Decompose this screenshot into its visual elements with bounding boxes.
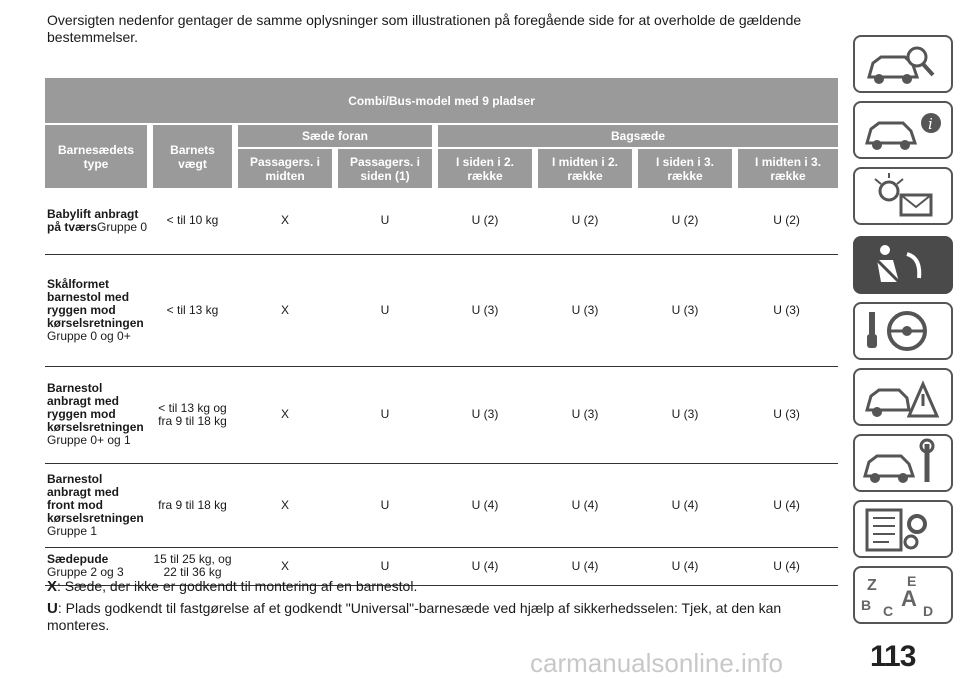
svg-text:E: E: [907, 573, 917, 589]
tab-car-search[interactable]: [853, 35, 953, 93]
seat-group: Gruppe 1: [47, 523, 98, 538]
svg-text:C: C: [883, 603, 894, 619]
tab-technical-data[interactable]: [853, 500, 953, 558]
row-label: [45, 366, 150, 463]
row-label: [45, 188, 150, 254]
header-sub: I midten i 3. række: [735, 148, 838, 188]
warning-light-message-icon: [855, 169, 951, 223]
row-label: [45, 463, 150, 547]
row-label: [45, 254, 150, 366]
table-cell: X: [235, 366, 335, 463]
table-cell: U (3): [635, 254, 735, 366]
table-cell: U (3): [535, 366, 635, 463]
child-seat-table: [45, 78, 838, 586]
table-cell: X: [235, 188, 335, 254]
seatbelt-airbag-icon: [855, 238, 951, 292]
tab-starting-driving[interactable]: [853, 302, 953, 360]
table-cell: U (3): [635, 366, 735, 463]
svg-text:B: B: [861, 597, 872, 613]
car-info-icon: [855, 103, 951, 157]
table-row: [45, 254, 838, 366]
header-sub: Passagers. i siden (1): [335, 148, 435, 188]
header-front-seat: Sæde foran: [235, 124, 435, 148]
header-seat-type: Barnesædets type: [45, 124, 150, 188]
weight-cell: fra 9 til 18 kg: [150, 463, 235, 547]
seat-group: Gruppe 0 og 0+: [47, 328, 131, 343]
seat-type-name: Barnestol anbragt med ryggen mod kørselsretningen: [47, 381, 144, 434]
table-cell: U (4): [635, 547, 735, 585]
alphabetical-index-icon: [855, 568, 951, 622]
car-warning-triangle-icon: [855, 370, 951, 424]
legend-text: : Sæde, der ikke er godkendt til montering af en barnestol.: [57, 578, 418, 594]
legend-text: : Plads godkendt til fastgørelse af et godkendt "Universal"-barnesæde ved hjælp af sikkerhedsselen: Tjek, at den kan monteres.: [47, 600, 782, 633]
table-cell: U (2): [635, 188, 735, 254]
legend-key: X: [47, 578, 58, 595]
table-cell: U (4): [635, 463, 735, 547]
table-cell: U: [335, 188, 435, 254]
weight-cell: < til 13 kg og fra 9 til 18 kg: [150, 366, 235, 463]
seat-type-name: Barnestol anbragt med front mod kørselsretningen: [47, 471, 144, 525]
table-cell: U (2): [735, 188, 838, 254]
legend-key: U: [47, 600, 58, 617]
table-cell: U: [335, 547, 435, 585]
seat-type-name: Skålformet barnestol med ryggen mod kørselsretningen: [47, 276, 144, 330]
table-cell: U (4): [535, 463, 635, 547]
table-cell: U: [335, 254, 435, 366]
svg-text:A: A: [901, 586, 917, 611]
table-cell: U (4): [535, 547, 635, 585]
table-cell: U (2): [435, 188, 535, 254]
table-cell: U (3): [535, 254, 635, 366]
weight-cell: 15 til 25 kg, og 22 til 36 kg: [150, 547, 235, 585]
car-search-icon: [855, 37, 951, 91]
tab-maintenance[interactable]: [853, 434, 953, 492]
weight-cell: < til 10 kg: [150, 188, 235, 254]
svg-text:Z: Z: [867, 577, 877, 594]
header-sub: I siden i 2. række: [435, 148, 535, 188]
table-row: [45, 366, 838, 463]
table-cell: U (3): [735, 254, 838, 366]
table-cell: U (4): [435, 463, 535, 547]
legend-u: [47, 600, 827, 634]
page-number: 113: [870, 640, 916, 673]
watermark: carmanualsonline.info: [530, 648, 783, 678]
car-wrench-icon: [855, 436, 951, 490]
table-cell: U (3): [435, 366, 535, 463]
header-child-weight: Barnets vægt: [150, 124, 235, 188]
weight-cell: < til 13 kg: [150, 254, 235, 366]
table-cell: U (2): [535, 188, 635, 254]
tab-emergency[interactable]: [853, 368, 953, 426]
header-sub: Passagers. i midten: [235, 148, 335, 188]
table-cell: U (3): [735, 366, 838, 463]
table-cell: U (4): [735, 463, 838, 547]
table-cell: U (4): [735, 547, 838, 585]
seat-group: Gruppe 0: [97, 219, 148, 234]
tab-car-info[interactable]: [853, 101, 953, 159]
legend-x: [47, 578, 827, 595]
seat-group: Gruppe 0+ og 1: [47, 433, 131, 447]
header-sub: I siden i 3. række: [635, 148, 735, 188]
table-cell: U (3): [435, 254, 535, 366]
table-row: [45, 463, 838, 547]
table-title: Combi/Bus-model med 9 pladser: [45, 78, 838, 124]
seat-type-name: Sædepude: [47, 552, 109, 566]
table-cell: X: [235, 254, 335, 366]
table-cell: X: [235, 463, 335, 547]
svg-text:D: D: [923, 603, 934, 619]
table-row: [45, 188, 838, 254]
table-cell: U: [335, 366, 435, 463]
header-rear-seat: Bagsæde: [435, 124, 838, 148]
table-cell: X: [235, 547, 335, 585]
seat-group: Gruppe 2 og 3: [47, 565, 124, 579]
table-cell: U: [335, 463, 435, 547]
tab-safety[interactable]: [853, 236, 953, 294]
intro-paragraph: Oversigten nedenfor gentager de samme oplysninger som illustrationen på foregående side for at overholde de gældende bestemmelser.: [47, 12, 802, 45]
seat-type-name: Babylift anbragt på tværs: [47, 206, 139, 234]
svg-text:i: i: [928, 115, 933, 133]
checklist-gear-icon: [855, 502, 951, 556]
header-sub: I midten i 2. række: [535, 148, 635, 188]
tab-warning-lights[interactable]: [853, 167, 953, 225]
tab-index[interactable]: [853, 566, 953, 624]
table-cell: U (4): [435, 547, 535, 585]
key-steering-wheel-icon: [855, 304, 951, 358]
